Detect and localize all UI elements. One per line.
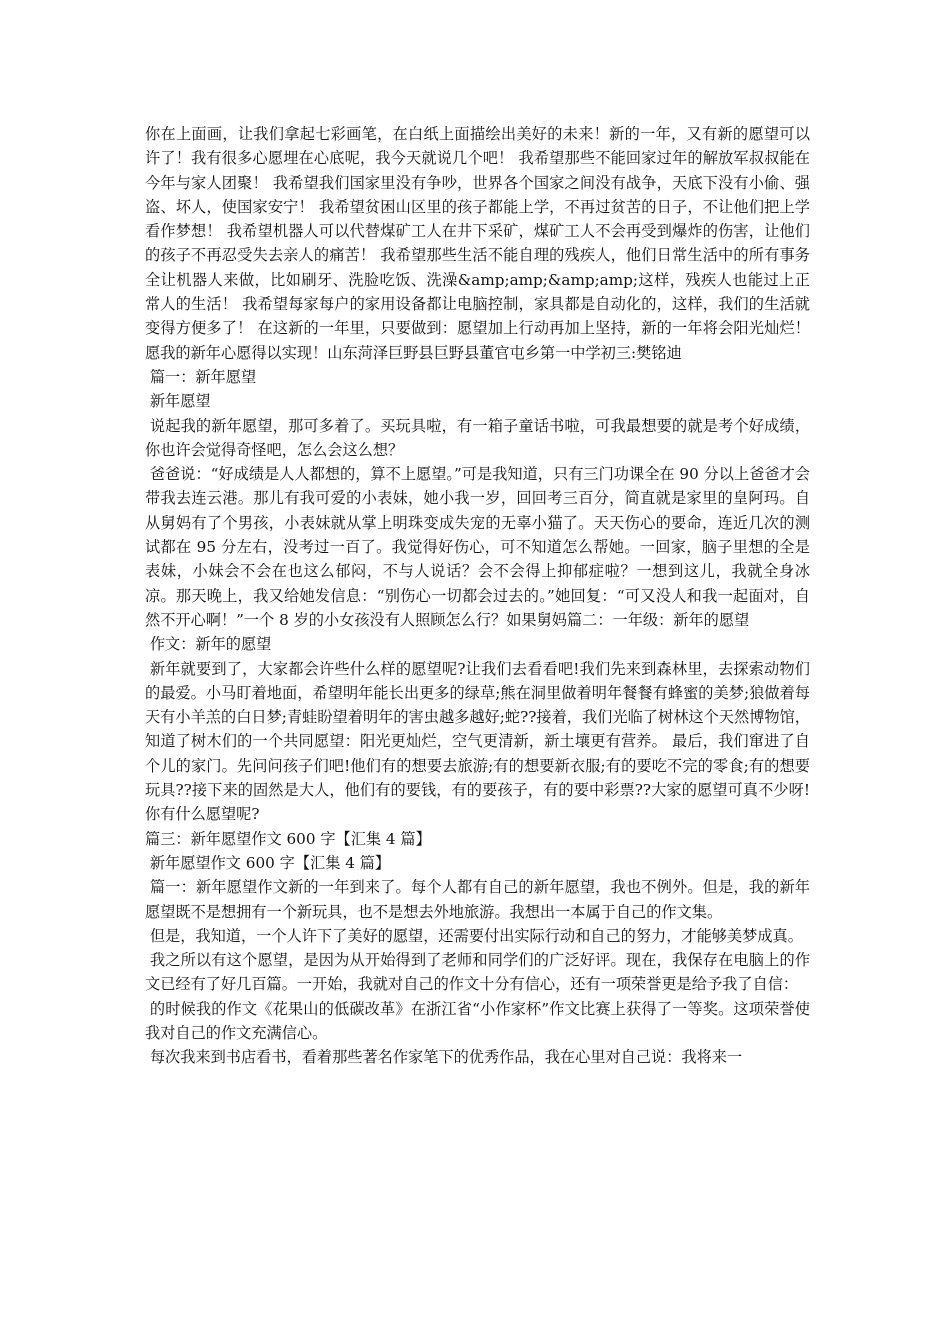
section-heading-1: 篇一：新年愿望 [149, 367, 257, 386]
paragraph-3: 新年就要到了，大家都会许些什么样的愿望呢?让我们去看看吧!我们先来到森林里，去探索动物们的最爱。小马盯着地面，希望明年能长出更多的绿草;熊在洞里做着明年餐餐有蜂蜜的美梦;狼做着每天有小羊羔的白日梦;青蛙盼望着明年的害虫越多越好;蛇??接着，我们光临了树林这个天然博物馆，知道了树木们的一个共同愿望：阳光更灿烂，空气更清新，新土壤更有营养。 最后，我们窜进了自个儿的家门。先问问孩子们吧!他们有的想要去旅游;有的想要新衣服;有的要吃不完的零食;有的想要玩具??接下来的固然是大人，他们有的要钱，有的要孩子，有的要中彩票??大家的愿望可真不少呀!你有什么愿望呢? [145, 659, 810, 824]
paragraph-intro: 你在上面画，让我们拿起七彩画笔，在白纸上面描绘出美好的未来！新的一年，又有新的愿望可以许了！我有很多心愿埋在心底呢，我今天就说几个吧！ 我希望那些不能回家过年的解放军叔叔能在今年与家人团聚！ 我希望我们国家里没有争吵，世界各个国家之间没有战争，天底下没有小偷、强盗、坏人，使国家安宁！ 我希望贫困山区里的孩子都能上学，不再过贫苦的日子，不让他们把上学看作梦想！ 我希望机器人可以代替煤矿工人在井下采矿，煤矿工人不会再受到爆炸的伤害，让他们的孩子不再忍受失去亲人的痛苦！ 我希望那些生活不能自理的残疾人，他们日常生活中的所有事务全让机器人来做，比如刷牙、洗脸吃饭、洗澡&amp;amp;&amp;amp;这样，残疾人也能过上正常人的生活！ 我希望每家每户的家用设备都让电脑控制，家具都是自动化的，这样，我们的生活就变得方便多了！ 在这新的一年里，只要做到：愿望加上行动再加上坚持，新的一年将会阳光灿烂！愿我的新年心愿得以实现！山东菏泽巨野县巨野县董官屯乡第一中学初三:樊铭迪 [145, 125, 810, 362]
document-body [145, 122, 810, 1070]
paragraph-8: 每次我来到书店看书，看着那些著名作家笔下的优秀作品，我在心里对自己说：我将来一 [149, 1048, 743, 1067]
paragraph-5: 但是，我知道，一个人许下了美好的愿望，还需要付出实际行动和自己的努力，才能够美梦成真。 [149, 926, 803, 945]
paragraph-6: 我之所以有这个愿望，是因为从开始得到了老师和同学们的广泛好评。现在，我保存在电脑上的作文已经有了好几百篇。一开始，我就对自己的作文十分有信心，还有一项荣誉更是给予我了自信： [145, 951, 810, 994]
paragraph-1: 说起我的新年愿望，那可多着了。买玩具啦，有一箱子童话书啦，可我最想要的就是考个好成绩，你也许会觉得奇怪吧，怎么会这么想？ [145, 416, 810, 459]
essay-title-2: 作文：新年的愿望 [149, 635, 272, 654]
paragraph-2: 爸爸说：“好成绩是人人都想的，算不上愿望。”可是我知道，只有三门功课全在 90 分以上爸爸才会带我去连云港。那儿有我可爱的小表妹，她小我一岁，回回考三百分，简直就是家里的皇阿玛。自从舅妈有了个男孩，小表妹就从掌上明珠变成失宠的无辜小猫了。天天伤心的要命，连近几次的测试都在 95 分左右，没考过一百了。我觉得好伤心，可不知道怎么帮她。一回家，脑子里想的全是表妹，小妹会不会在也这么郁闷，不与人说话？会不会得上抑郁症啦？一想到这儿，我就全身冰凉。那天晚上，我又给她发信息：“别伤心一切都会过去的。”她回复：“可又没人和我一起面对，自然不开心啊！”一个 8 岁的小女孩没有人照顾怎么行？如果舅妈篇二：一年级：新年的愿望 [145, 465, 810, 629]
essay-title-1: 新年愿望 [149, 392, 211, 411]
paragraph-7: 的时候我的作文《花果山的低碳改革》在浙江省“小作家杯”作文比赛上获得了一等奖。这项荣誉使我对自己的作文充满信心。 [145, 999, 810, 1042]
essay-title-3: 新年愿望作文 600 字【汇集 4 篇】 [149, 853, 391, 872]
section-heading-3: 篇三：新年愿望作文 600 字【汇集 4 篇】 [145, 829, 431, 848]
paragraph-4: 篇一：新年愿望作文新的一年到来了。每个人都有自己的新年愿望，我也不例外。但是，我的新年愿望既不是想拥有一个新玩具，也不是想去外地旅游。我想出一本属于自己的作文集。 [145, 878, 810, 921]
